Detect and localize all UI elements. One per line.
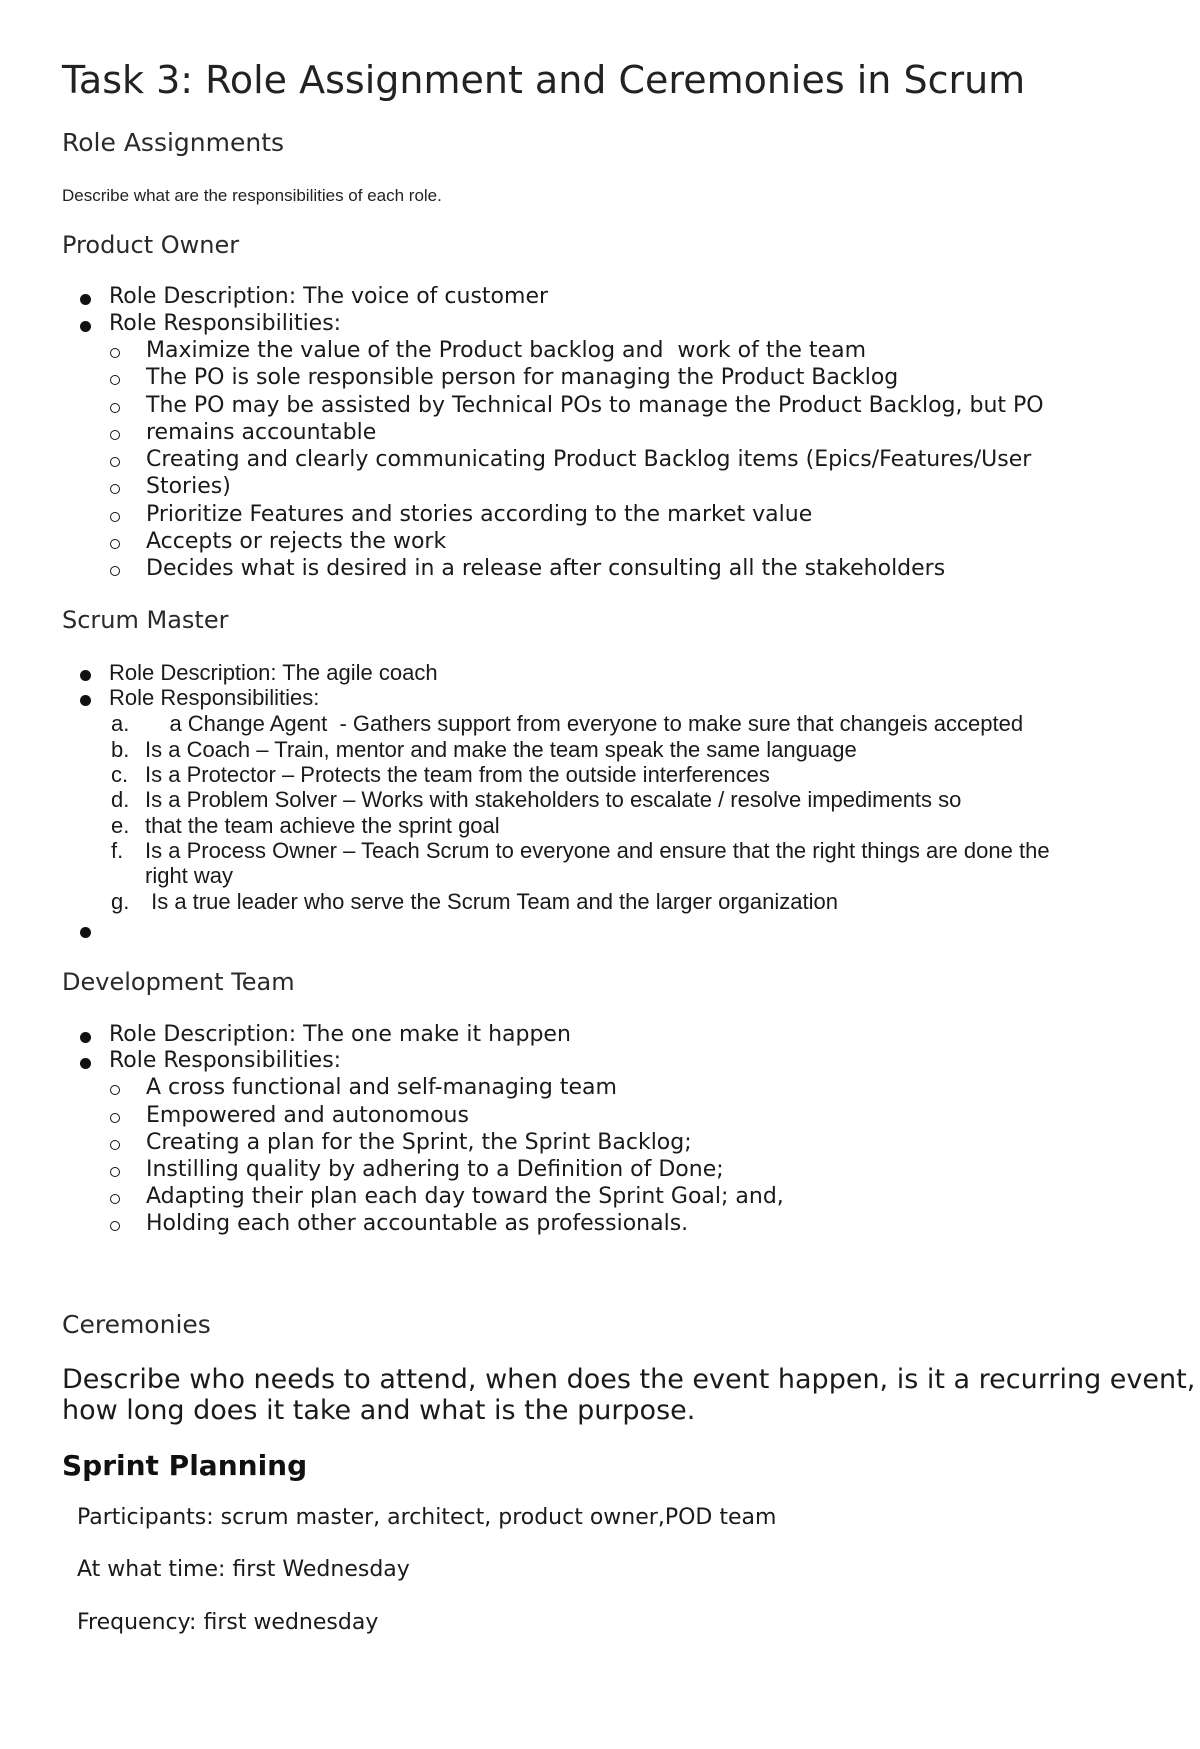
circle-bullet-icon (110, 457, 120, 467)
dt-role-responsibilities: Role Responsibilities: (109, 1048, 342, 1073)
po-responsibility-item: The PO is sole responsible person for managing the Product Backlog (146, 365, 899, 390)
bullet-icon (80, 294, 91, 305)
role-assignments-instruction: Describe what are the responsibilities of each role. (62, 186, 442, 205)
sm-responsibility-item: that the team achieve the sprint goal (145, 813, 500, 838)
po-role-description: Role Description: The voice of customer (109, 284, 549, 309)
dt-responsibility-item: Instilling quality by adhering to a Definition of Done; (146, 1157, 724, 1182)
po-responsibility-item: Stories) (146, 474, 231, 499)
circle-bullet-icon (110, 430, 120, 440)
sm-role-responsibilities: Role Responsibilities: (109, 685, 320, 710)
po-responsibility-item: Accepts or rejects the work (146, 529, 447, 554)
sm-responsibility-item: Is a Process Owner – Teach Scrum to everyone and ensure that the right things are done the (145, 838, 1050, 863)
sm-responsibility-item: Is a Coach – Train, mentor and make the team speak the same language (145, 737, 857, 762)
circle-bullet-icon (110, 566, 120, 576)
bullet-icon (80, 321, 91, 332)
po-responsibility-item: The PO may be assisted by Technical POs to manage the Product Backlog, but PO (146, 393, 1044, 418)
bullet-icon (80, 1058, 91, 1069)
dt-responsibility-item: Empowered and autonomous (146, 1103, 469, 1128)
scrum-master-heading: Scrum Master (62, 606, 229, 634)
product-owner-heading: Product Owner (62, 231, 240, 259)
circle-bullet-icon (110, 348, 120, 358)
list-marker: c. (111, 762, 129, 787)
sprint-planning-time: At what time: first Wednesday (77, 1557, 410, 1582)
circle-bullet-icon (110, 1221, 120, 1231)
dt-responsibility-item: Holding each other accountable as professionals. (146, 1211, 689, 1236)
document-title: Task 3: Role Assignment and Ceremonies in Scrum (62, 58, 1026, 102)
development-team-heading: Development Team (62, 968, 295, 996)
po-responsibility-item: Creating and clearly communicating Product Backlog items (Epics/Features/User (146, 447, 1032, 472)
circle-bullet-icon (110, 375, 120, 385)
role-assignments-heading: Role Assignments (62, 128, 285, 157)
empty-bullet-icon (80, 927, 91, 938)
sprint-planning-frequency: Frequency: first wednesday (77, 1610, 379, 1635)
dt-responsibility-item: A cross functional and self-managing team (146, 1075, 617, 1100)
circle-bullet-icon (110, 403, 120, 413)
po-role-responsibilities: Role Responsibilities: (109, 311, 342, 336)
sm-role-description: Role Description: The agile coach (109, 660, 438, 685)
sm-responsibility-item: Is a Problem Solver – Works with stakeholders to escalate / resolve impediments so (145, 787, 962, 812)
sprint-planning-heading: Sprint Planning (62, 1449, 308, 1482)
list-marker: b. (111, 737, 130, 762)
circle-bullet-icon (110, 484, 120, 494)
sm-responsibility-item: Is a Protector – Protects the team from the outside interferences (145, 762, 770, 787)
dt-role-description: Role Description: The one make it happen (109, 1022, 571, 1047)
list-marker: a. (111, 711, 130, 736)
circle-bullet-icon (110, 1085, 120, 1095)
list-marker: d. (111, 787, 130, 812)
circle-bullet-icon (110, 1140, 120, 1150)
bullet-icon (80, 670, 91, 681)
sm-responsibility-item: a Change Agent - Gathers support from everyone to make sure that changeis accepted (145, 711, 1024, 736)
dt-responsibility-item: Adapting their plan each day toward the Sprint Goal; and, (146, 1184, 784, 1209)
po-responsibility-item: Prioritize Features and stories according to the market value (146, 502, 813, 527)
circle-bullet-icon (110, 1194, 120, 1204)
po-responsibility-item: Maximize the value of the Product backlog and work of the team (146, 338, 867, 363)
sm-responsibility-item-continuation: right way (145, 863, 234, 888)
ceremonies-instruction-line-1: Describe who needs to attend, when does the event happen, is it a recurring event, (62, 1364, 1196, 1395)
bullet-icon (80, 1032, 91, 1043)
bullet-icon (80, 695, 91, 706)
ceremonies-instruction-line-2: how long does it take and what is the purpose. (62, 1395, 696, 1426)
dt-responsibility-item: Creating a plan for the Sprint, the Sprint Backlog; (146, 1130, 692, 1155)
ceremonies-heading: Ceremonies (62, 1310, 211, 1339)
po-responsibility-item: remains accountable (146, 420, 377, 445)
circle-bullet-icon (110, 539, 120, 549)
circle-bullet-icon (110, 1167, 120, 1177)
po-responsibility-item: Decides what is desired in a release after consulting all the stakeholders (146, 556, 946, 581)
list-marker: f. (111, 838, 124, 863)
sprint-planning-participants: Participants: scrum master, architect, product owner,POD team (77, 1505, 777, 1530)
sm-responsibility-item: Is a true leader who serve the Scrum Team and the larger organization (145, 889, 838, 914)
list-marker: g. (111, 889, 130, 914)
circle-bullet-icon (110, 1113, 120, 1123)
circle-bullet-icon (110, 512, 120, 522)
list-marker: e. (111, 813, 130, 838)
